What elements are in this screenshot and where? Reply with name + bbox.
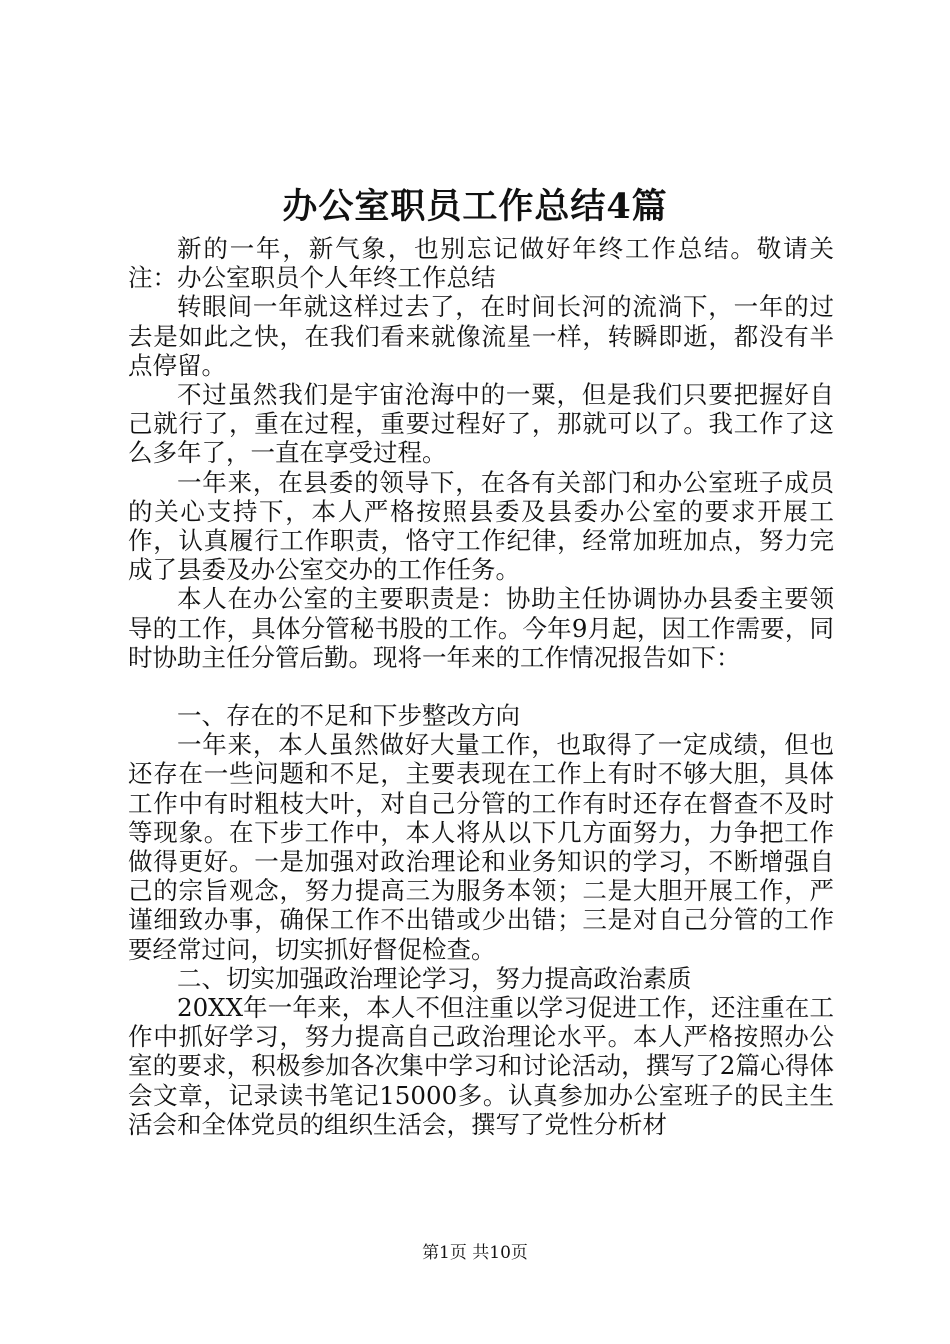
section-heading: 一、存在的不足和下步整改方向 xyxy=(177,701,520,731)
paragraph: 一年来，在县委的领导下，在各有关部门和办公室班子成员的关心支持下，本人严格按照县委及县委办公室的要求开展工作，认真履行工作职责，恪守工作纪律，经常加班加点，努力完成了县委及办公室交办的工作任务。 xyxy=(128,467,834,585)
paragraph: 一年来，本人虽然做好大量工作，也取得了一定成绩，但也还存在一些问题和不足，主要表现在工作上有时不够大胆，具体工作中有时粗枝大叶，对自己分管的工作有时还存在督查不及时等现象。在下步工作中，本人将从以下几方面努力，力争把工作做得更好。一是加强对政治理论和业务知识的学习，不断增强自己的宗旨观念，努力提高三为服务本领；二是大胆开展工作，严谨细致办事，确保工作不出错或少出错；三是对自己分管的工作要经常过问，切实抓好督促检查。 xyxy=(128,730,834,964)
document-title: 办公室职员工作总结4篇 xyxy=(282,186,668,227)
paragraph-intro: 新的一年，新气象，也别忘记做好年终工作总结。敬请关注：办公室职员个人年终工作总结 xyxy=(128,234,834,293)
document-body xyxy=(128,234,834,1139)
page-number: 第1页 共10页 xyxy=(422,1243,528,1263)
paragraph: 转眼间一年就这样过去了，在时间长河的流淌下，一年的过去是如此之快，在我们看来就像流星一样，转瞬即逝，都没有半点停留。 xyxy=(128,292,834,380)
paragraph: 本人在办公室的主要职责是：协助主任协调协办县委主要领导的工作，具体分管秘书股的工作。今年9月起，因工作需要，同时协助主任分管后勤。现将一年来的工作情况报告如下： xyxy=(128,584,834,672)
paragraph: 20XX年一年来，本人不但注重以学习促进工作，还注重在工作中抓好学习，努力提高自己政治理论水平。本人严格按照办公室的要求，积极参加各次集中学习和讨论活动，撰写了2篇心得体会文章，记录读书笔记15000多。认真参加办公室班子的民主生活会和全体党员的组织生活会，撰写了党性分析材 xyxy=(128,993,834,1139)
section-heading: 二、切实加强政治理论学习，努力提高政治素质 xyxy=(177,963,692,993)
paragraph: 不过虽然我们是宇宙沧海中的一粟，但是我们只要把握好自己就行了，重在过程，重要过程好了，那就可以了。我工作了这么多年了，一直在享受过程。 xyxy=(128,380,834,468)
